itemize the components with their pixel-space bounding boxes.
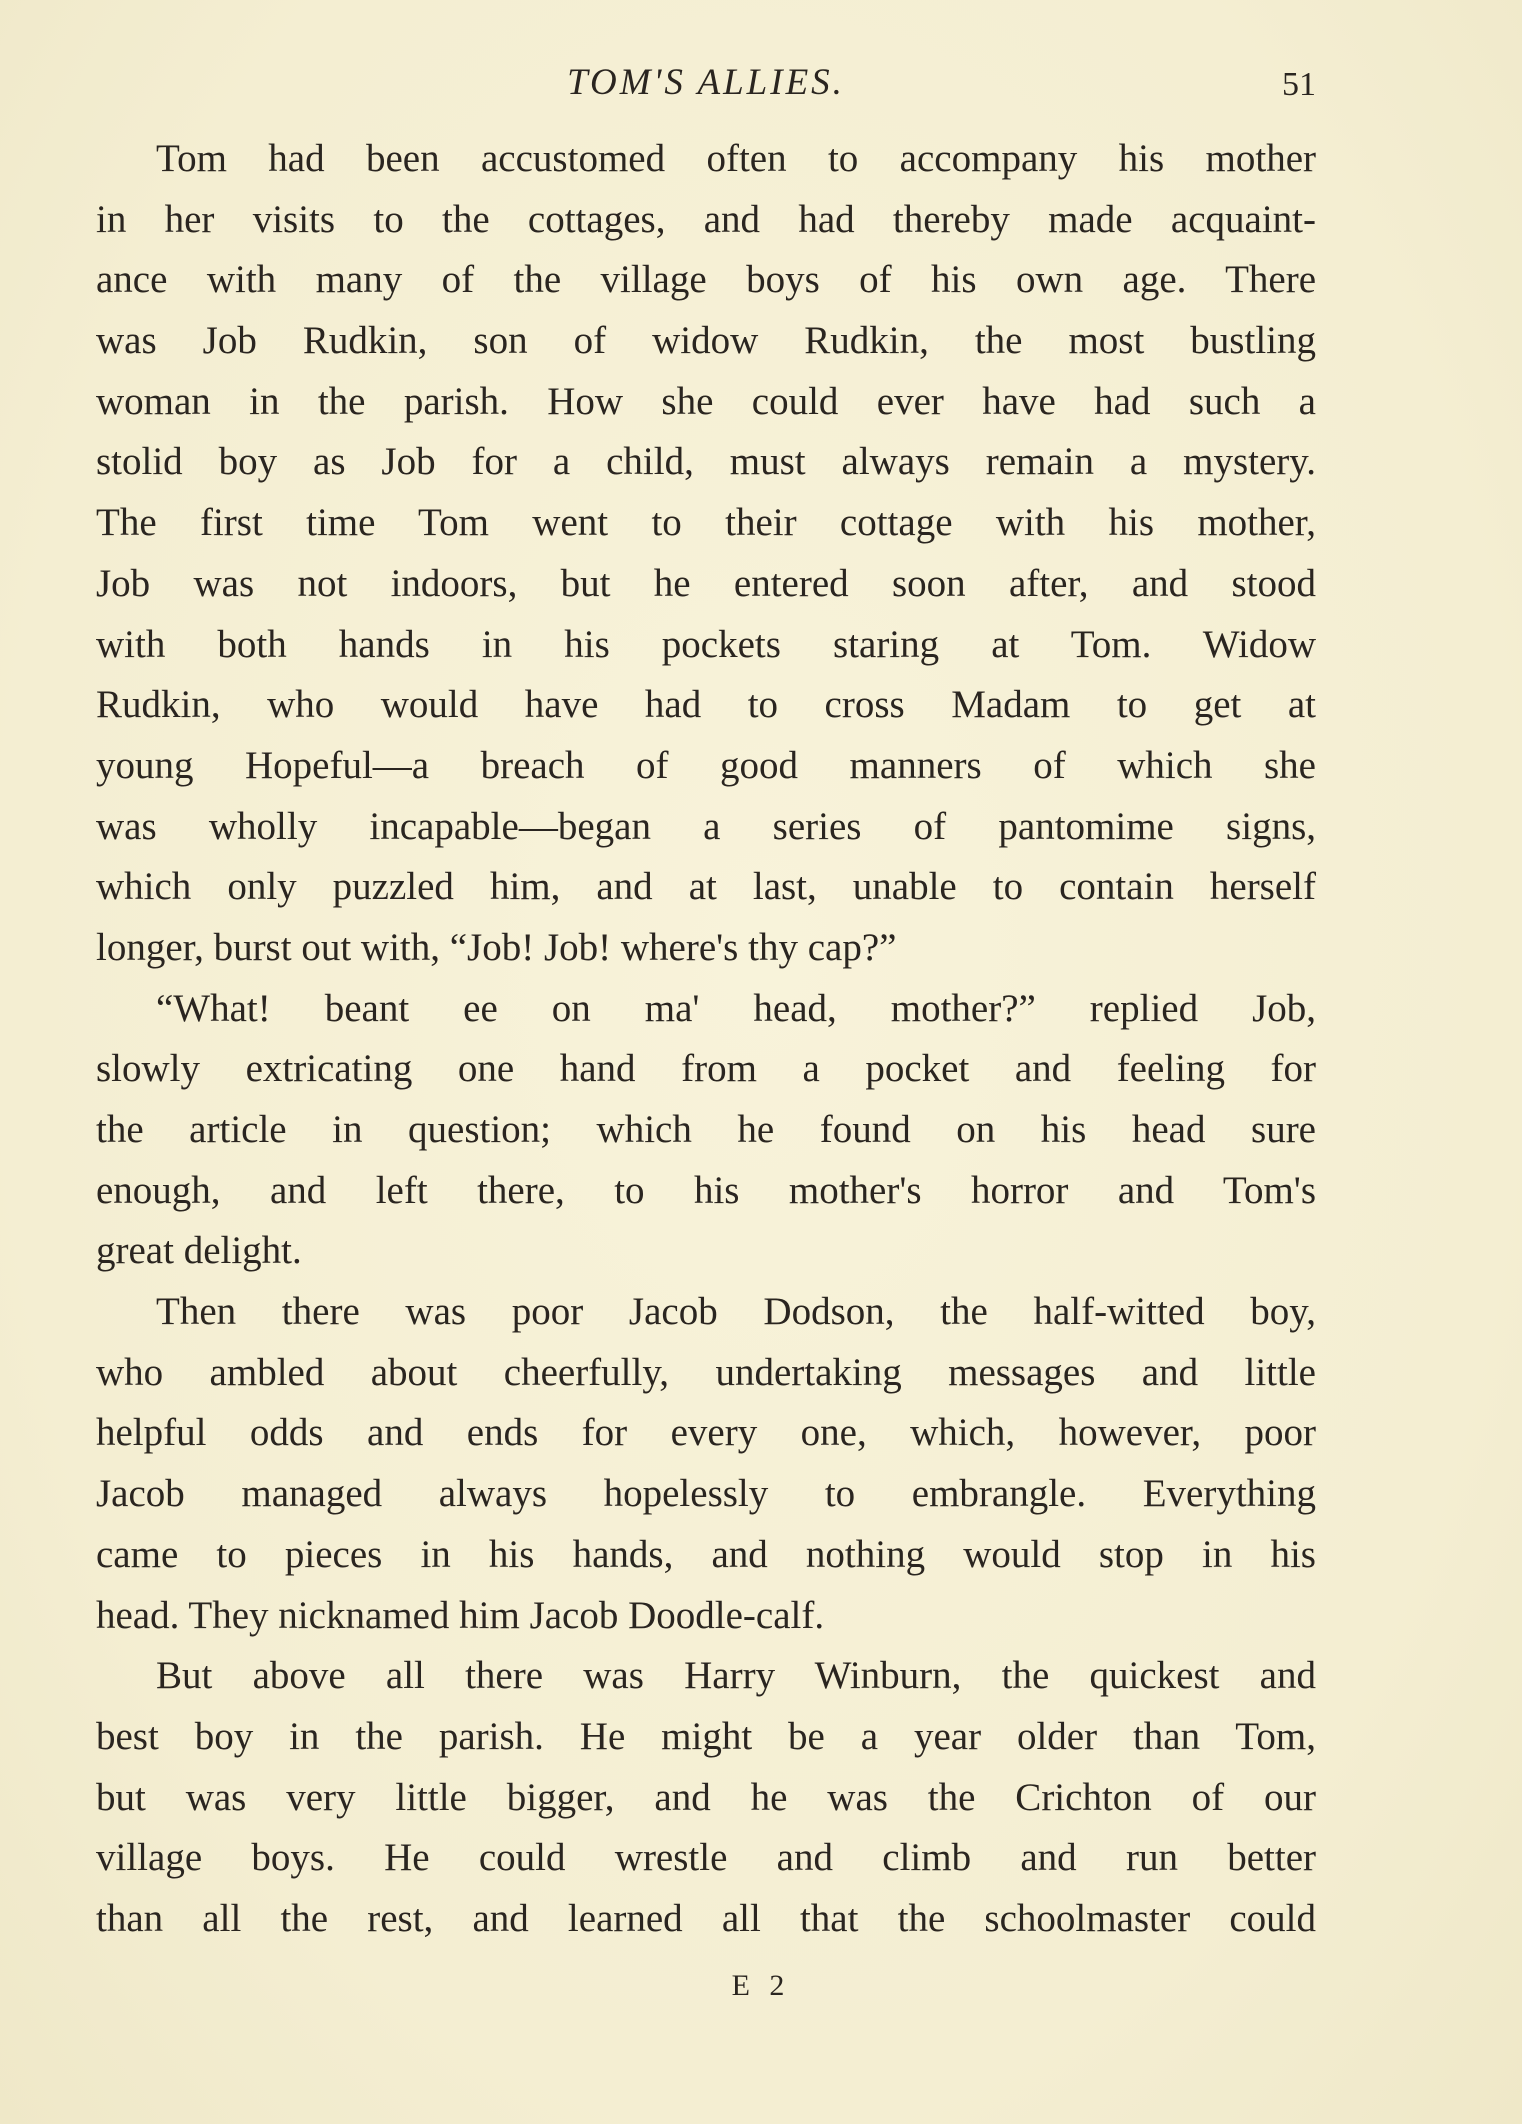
text-line: than all the rest, and learned all that the schoolmaster could (96, 1896, 1316, 1940)
running-title: TOM'S ALLIES. (567, 62, 845, 103)
text-line: best boy in the parish. He might be a year older than Tom, (96, 1714, 1316, 1758)
text-line: woman in the parish. How she could ever have had such a (96, 379, 1316, 423)
text-line: But above all there was Harry Winburn, the quickest and (156, 1654, 1316, 1698)
text-line: Then there was poor Jacob Dodson, the half-witted boy, (156, 1290, 1316, 1334)
text-line: head. They nicknamed him Jacob Doodle-calf. (96, 1593, 825, 1637)
text-line: The first time Tom went to their cottage with his mother, (96, 501, 1316, 545)
running-head (96, 58, 1316, 108)
signature-mark: E 2 (731, 1969, 791, 2002)
text-line: ance with many of the village boys of his own age. There (96, 258, 1316, 302)
text-line: the article in question; which he found on his head sure (96, 1108, 1316, 1151)
text-line: came to pieces in his hands, and nothing would stop in his (96, 1532, 1316, 1576)
text-line: “What! beant ee on ma' head, mother?” replied Job, (156, 986, 1316, 1030)
text-line: was wholly incapable—began a series of pantomime signs, (96, 804, 1316, 848)
text-line: stolid boy as Job for a child, must always remain a mystery. (96, 440, 1316, 484)
text-line: was Job Rudkin, son of widow Rudkin, the most bustling (96, 319, 1316, 363)
page-number: 51 (1282, 66, 1316, 103)
text-line: Job was not indoors, but he entered soon after, and stood (96, 561, 1316, 605)
text-line: longer, burst out with, “Job! Job! where's thy cap?” (96, 925, 897, 969)
text-line: but was very little bigger, and he was the Crichton of our (96, 1775, 1316, 1819)
text-line: enough, and left there, to his mother's horror and Tom's (96, 1168, 1316, 1212)
text-line: great delight. (96, 1229, 302, 1273)
body-text (96, 129, 1316, 1950)
text-line: which only puzzled him, and at last, unable to contain herself (96, 865, 1316, 909)
text-line: slowly extricating one hand from a pocket and feeling for (96, 1047, 1316, 1091)
text-line: Rudkin, who would have had to cross Madam to get at (96, 683, 1316, 727)
text-line: in her visits to the cottages, and had thereby made acquaint- (96, 197, 1316, 241)
text-line: village boys. He could wrestle and climb and run better (96, 1836, 1316, 1880)
text-line: Tom had been accustomed often to accompany his mother (156, 137, 1316, 180)
text-line: Jacob managed always hopelessly to embrangle. Everything (96, 1472, 1316, 1516)
text-line: who ambled about cheerfully, undertaking messages and little (96, 1350, 1316, 1394)
text-line: helpful odds and ends for every one, which, however, poor (96, 1411, 1316, 1455)
text-line: with both hands in his pockets staring at Tom. Widow (96, 622, 1316, 666)
text-line: young Hopeful—a breach of good manners of which she (96, 743, 1316, 787)
